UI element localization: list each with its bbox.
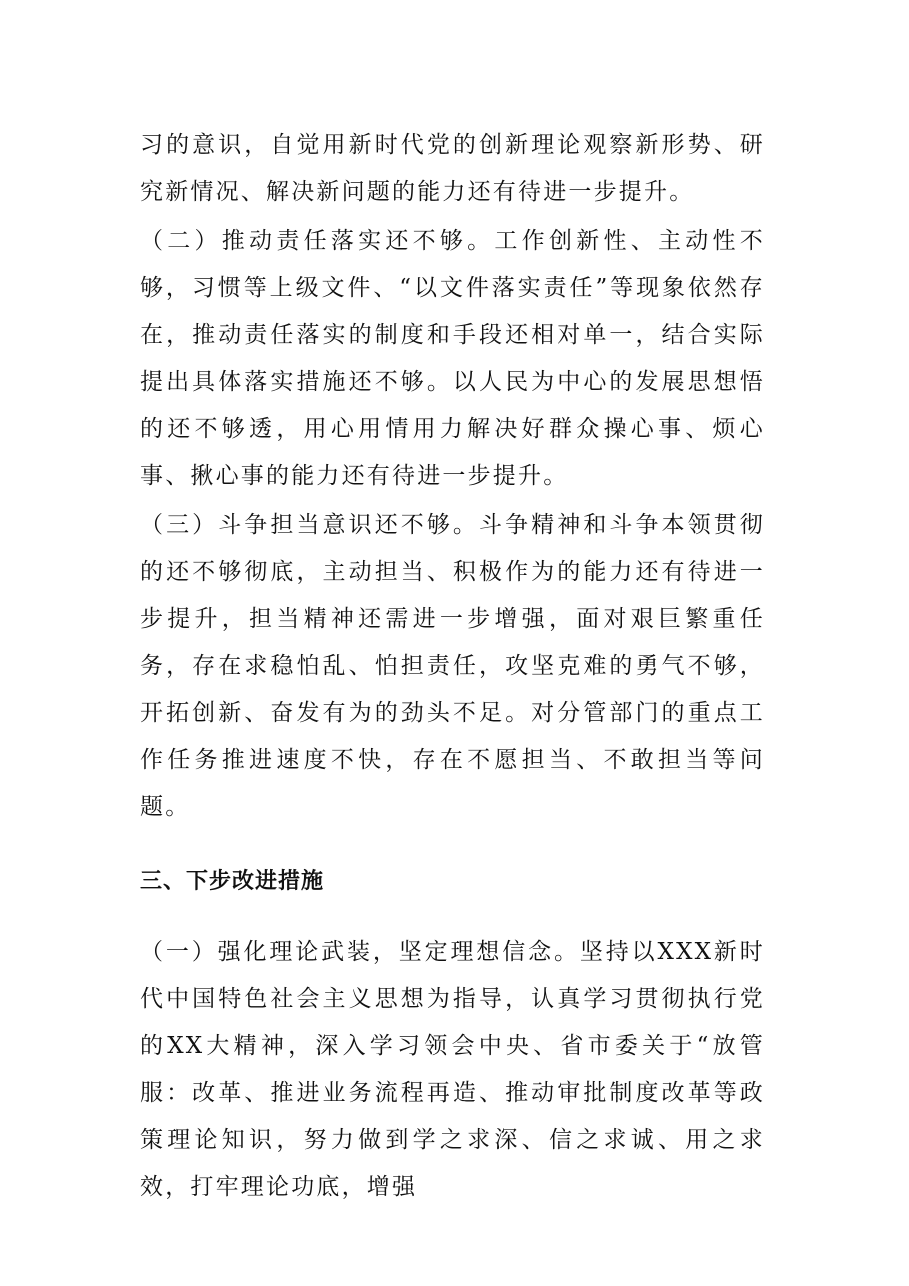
paragraph-measure-1: （一）强化理论武装，坚定理想信念。坚持以XXX新时代中国特色社会主义思想为指导，认真学习贯彻执行党的XX大精神，深入学习领会中央、省市委关于“放管服：改革、推进业务流程再造、推动审批制度改革等政策理论知识，努力做到学之求深、信之求诚、用之求效，打牢理论功底，增强 <box>140 939 765 1200</box>
paragraph-item-2: （二）推动责任落实还不够。工作创新性、主动性不够，习惯等上级文件、“以文件落实责任”等现象依然存在，推动责任落实的制度和手段还相对单一，结合实际提出具体落实措施还不够。以人民为中心的发展思想悟的还不够透，用心用情用力解决好群众操心事、烦心事、揪心事的能力还有待进一步提升。 <box>140 228 765 489</box>
document-body <box>140 122 765 1211</box>
paragraph-continuation: 习的意识，自觉用新时代党的创新理论观察新形势、研究新情况、解决新问题的能力还有待进一步提升。 <box>140 132 765 205</box>
section-heading: 三、下步改进措施 <box>140 869 325 894</box>
paragraph-item-3: （三）斗争担当意识还不够。斗争精神和斗争本领贯彻的还不够彻底，主动担当、积极作为的能力还有待进一步提升，担当精神还需进一步增强，面对艰巨繁重任务，存在求稳怕乱、怕担责任，攻坚克难的勇气不够，开拓创新、奋发有为的劲头不足。对分管部门的重点工作任务推进速度不快，存在不愿担当、不敢担当等问题。 <box>140 512 765 820</box>
